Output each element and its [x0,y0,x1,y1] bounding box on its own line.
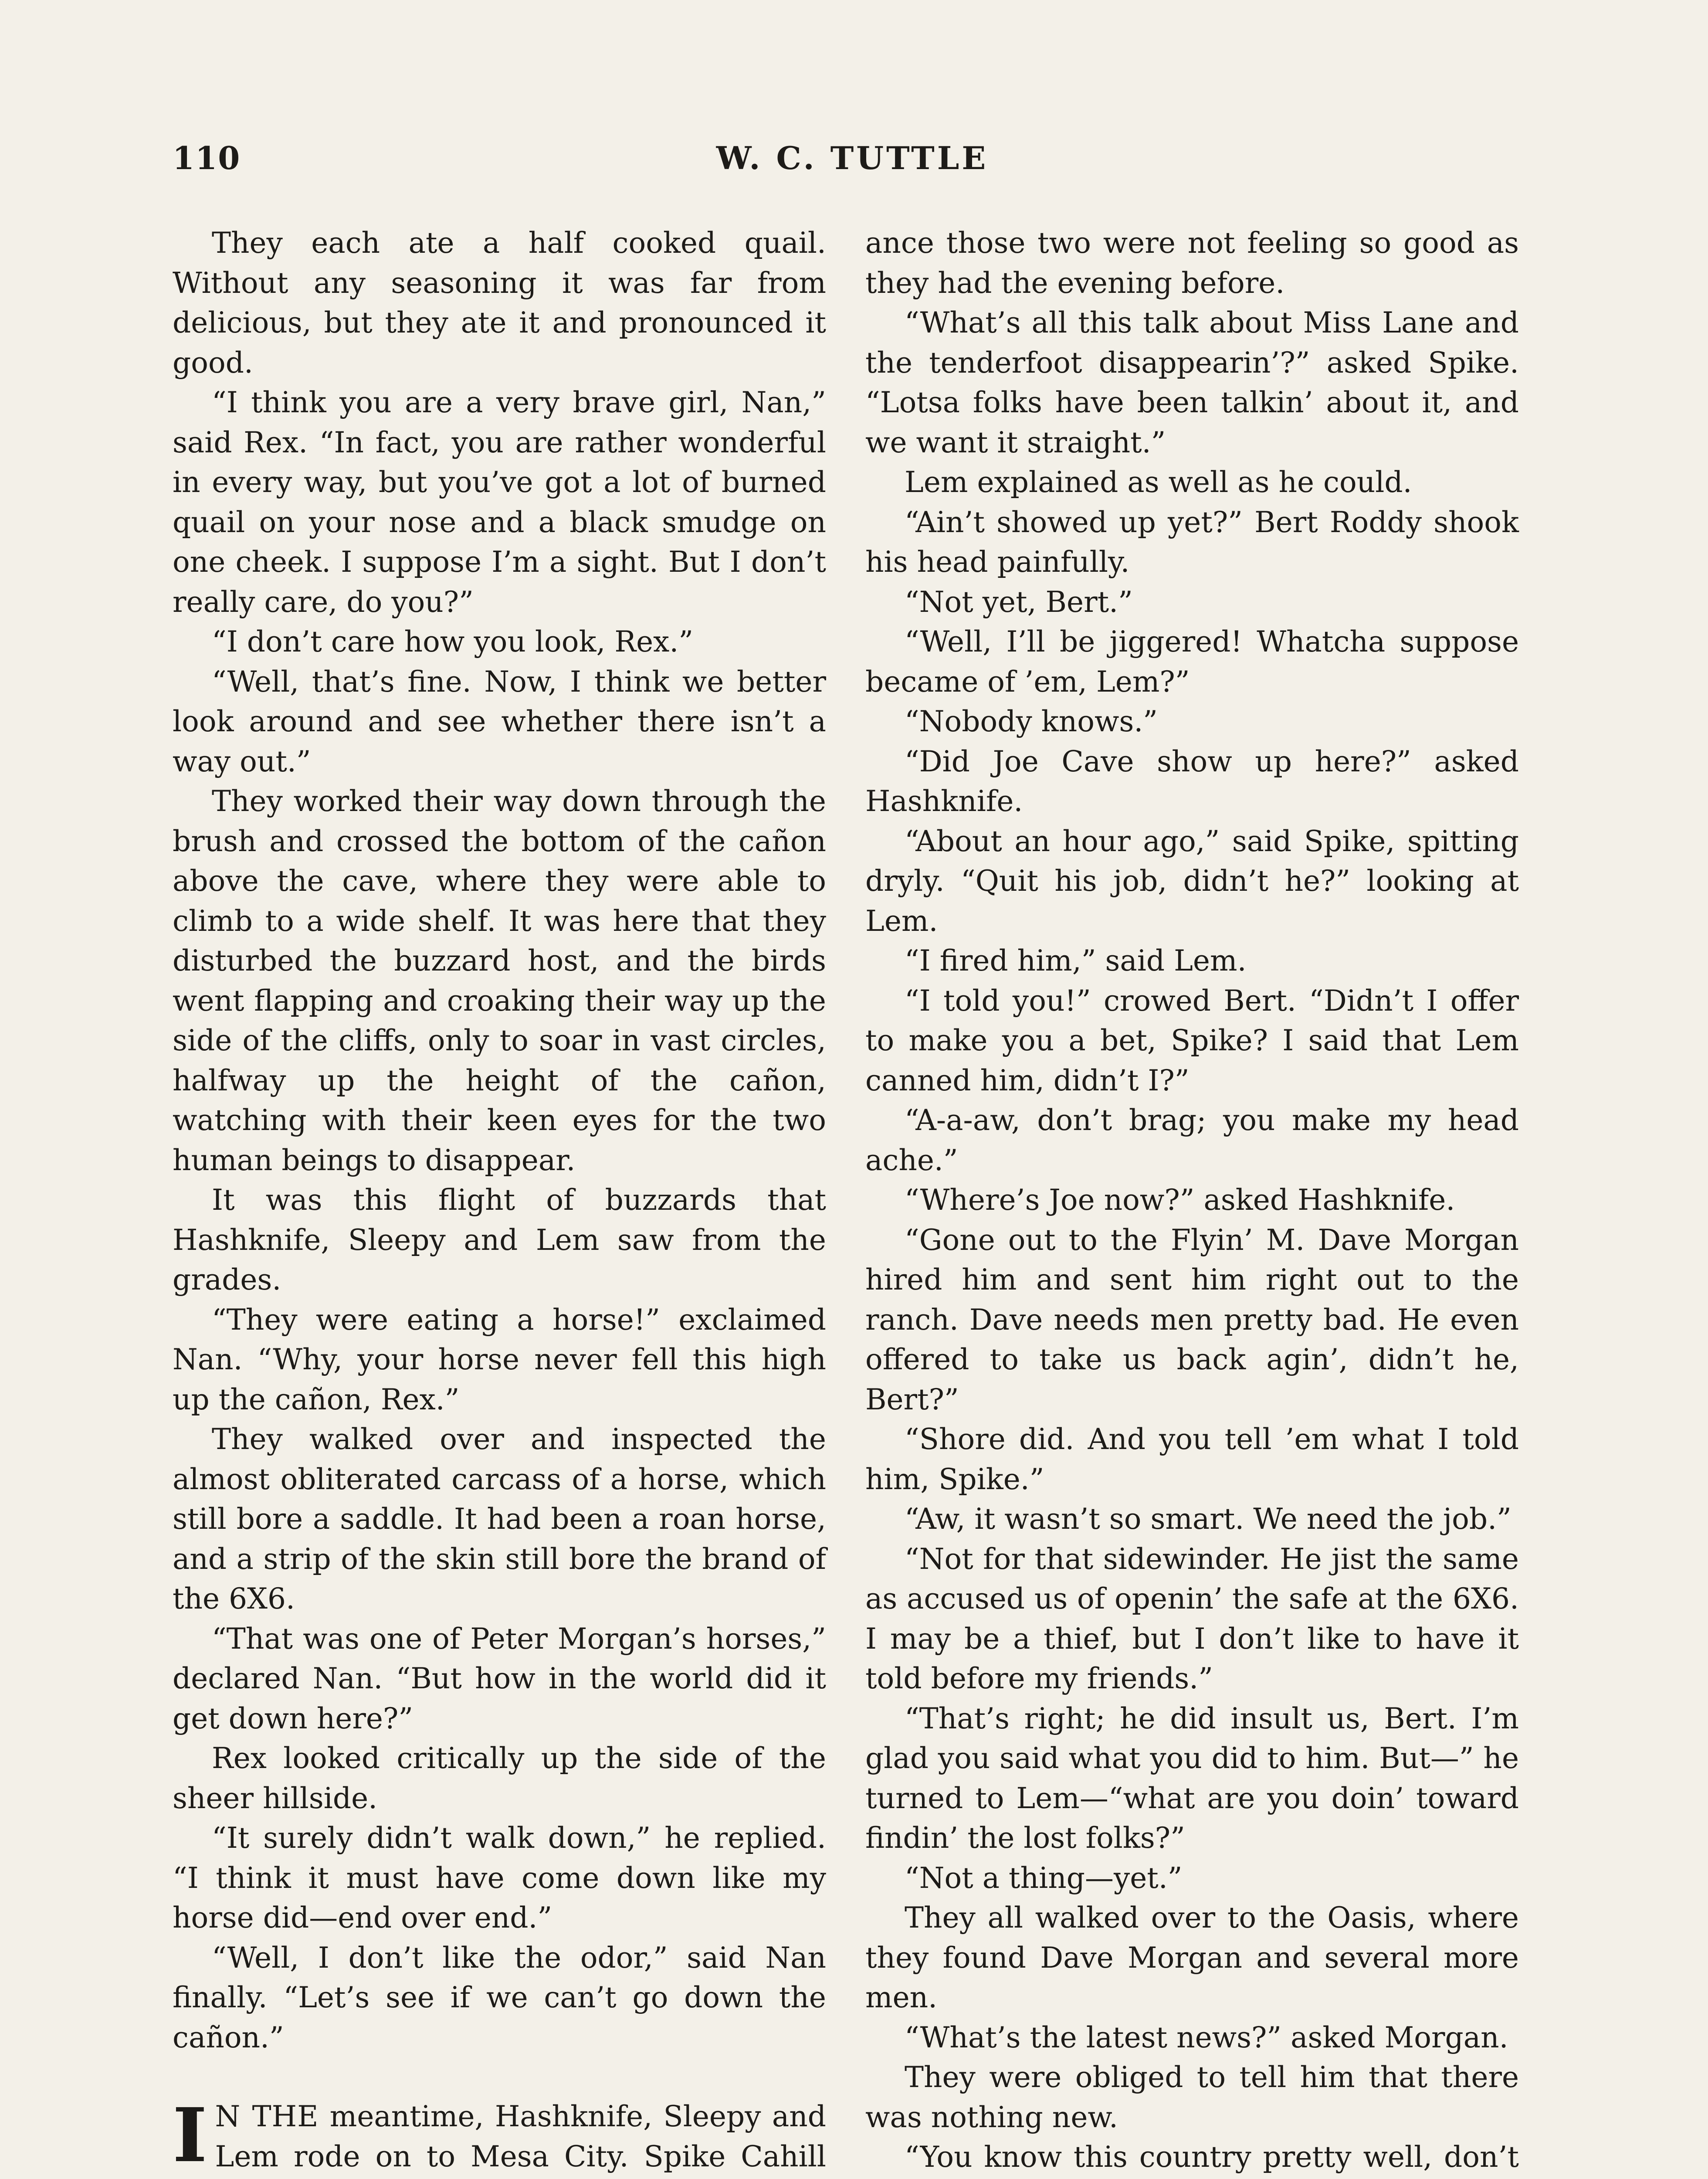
paragraph: “Well, I’ll be jiggered! Whatcha suppose became of ’em, Lem?” [865,625,1519,699]
paragraph: “About an hour ago,” said Spike, spitting dryly. “Quit his job, didn’t he?” looking at Lem. [865,824,1519,938]
paragraph: “Shore did. And you tell ’em what I told him, Spike.” [865,1422,1519,1496]
lead-in-small-caps: N THE [215,2100,319,2133]
paragraph: “That was one of Peter Morgan’s horses,” declared Nan. “But how in the world did it get down here?” [173,1622,826,1735]
paragraph: They were obliged to tell him that there was nothing new. [865,2060,1519,2134]
page-header [173,139,1532,187]
paragraph: They all walked over to the Oasis, where they found Dave Morgan and several more men. [865,1901,1519,2014]
paragraph: “Gone out to the Flyin’ M. Dave Morgan hired him and sent him right out to the ranch. Dave needs men pretty bad. He even offered to take us back agin’, didn’t he, Bert?” [865,1223,1519,1416]
paragraph: They worked their way down through the brush and crossed the bottom of the cañon above the cave, where they were able to climb to a wide shelf. It was here that they disturbed the buzzard host, and the birds went flapping and croaking their way up the side of the cliffs, only to soar in vast circles, halfway up the height of the cañon, watching with their keen eyes for the two human beings to disappear. [173,784,826,1177]
paragraph: “Well, I don’t like the odor,” said Nan finally. “Let’s see if we can’t go down the cañon.” [173,1941,826,2054]
paragraph: “Not a thing—yet.” [905,1861,1183,1895]
paragraph: “I told you!” crowed Bert. “Didn’t I offer to make you a bet, Spike? I said that Lem canned him, didn’t I?” [865,984,1519,1097]
paragraph: “Where’s Joe now?” asked Hashknife. [905,1183,1455,1217]
paragraph: “Did Joe Cave show up here?” asked Hashknife. [865,744,1519,818]
paragraph: “Not yet, Bert.” [905,585,1133,619]
paragraph: “What’s all this talk about Miss Lane and the tenderfoot disappearin’?” asked Spike. “Lotsa folks have been talkin’ about it, and we want it straight.” [865,306,1519,459]
paragraph: “A-a-aw, don’t brag; you make my head ache.” [865,1103,1519,1177]
paragraph: “You know this country pretty well, don’t [905,2140,1519,2174]
continued-paragraph: ance those two were not feeling so good as they had the evening before. [865,226,1519,300]
paragraph: “I don’t care how you look, Rex.” [212,625,694,658]
paragraph: Lem explained as well as he could. [905,465,1412,499]
section-text: meantime, Hashknife, Sleepy and Lem rode on to Mesa City. Spike Cahill [215,2100,826,2173]
paragraph: “I think you are a very brave girl, Nan,” said Rex. “In fact, you are rather wonderful in every way, but you’ve got a lot of burned quail on your nose and a black smudge on one cheek. I suppose I’m a sight. But I don’t really care, do you?” [173,386,826,619]
paragraph: “I fired him,” said Lem. [905,944,1247,977]
paragraph: “Not for that sidewinder. He jist the same as accused us of openin’ the safe at the 6X6. I may be a thief, but I don’t like to have it told before my friends.” [865,1542,1519,1695]
paragraph: They walked over and inspected the almost obliterated carcass of a horse, which still bore a saddle. It had been a roan horse, and a strip of the skin still bore the brand of the 6X6. [173,1422,826,1616]
running-head: W. C. TUTTLE [716,139,989,176]
paragraph: “Nobody knows.” [905,705,1158,738]
paragraph: “What’s the latest news?” asked Morgan. [905,2020,1508,2054]
paragraph: “Well, that’s fine. Now, I think we better look around and see whether there isn’t a way out.” [173,665,826,778]
paragraph: Rex looked critically up the side of the sheer hillside. [173,1741,826,1815]
paragraph: It was this flight of buzzards that Hashknife, Sleepy and Lem saw from the grades. [173,1183,826,1297]
paragraph: “Ain’t showed up yet?” Bert Roddy shook his head painfully. [865,505,1519,579]
paragraph: They each ate a half cooked quail. Without any seasoning it was far from delicious, but they ate it and pronounced it good. [173,226,826,380]
page-number: 110 [173,139,241,176]
left-column [173,223,826,2179]
paragraph: “They were eating a horse!” exclaimed Nan. “Why, your horse never fell this high up the cañon, Rex.” [173,1303,826,1416]
right-column [865,223,1519,2179]
paragraph: “Aw, it wasn’t so smart. We need the job.” [905,1502,1511,1536]
paragraph: “It surely didn’t walk down,” he replied. “I think it must have come down like my horse did—end over end.” [173,1821,826,1935]
drop-cap: I [173,2092,207,2179]
paragraph: “That’s right; he did insult us, Bert. I’m glad you said what you did to him. But—” he turned to Lem—“what are you doin’ toward findin’ the lost folks?” [865,1701,1519,1855]
section-opening-paragraph [173,2092,826,2179]
